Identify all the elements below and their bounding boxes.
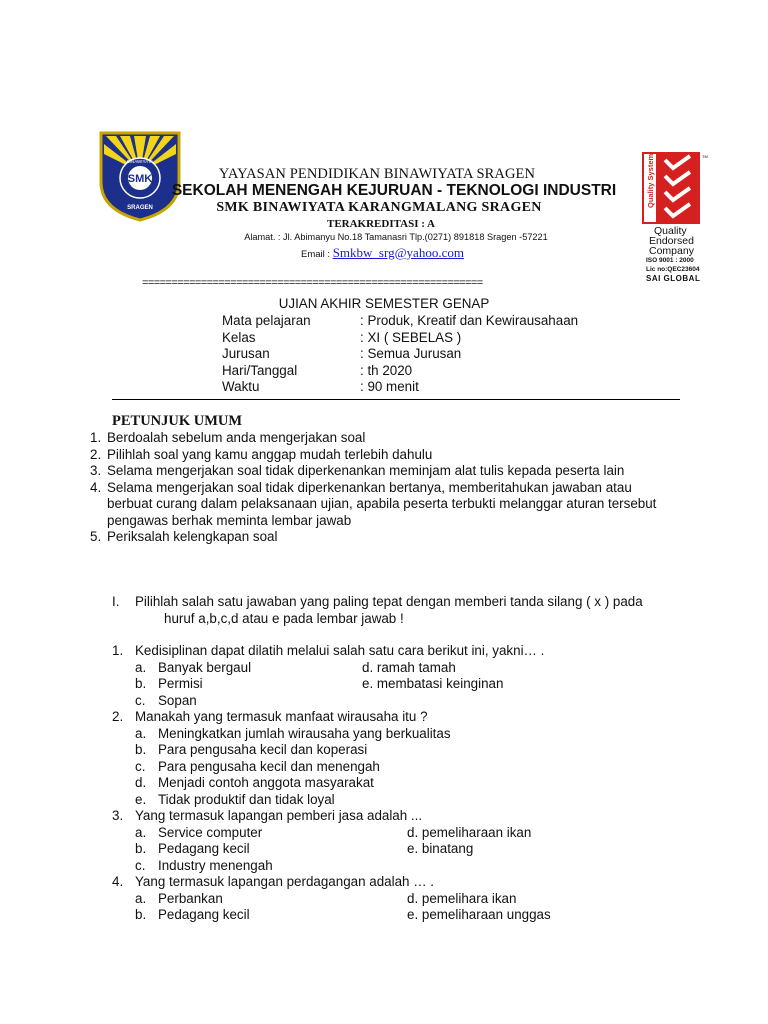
option-text: Para pengusaha kecil dan menengah — [158, 758, 380, 774]
question-number: 2. — [112, 709, 124, 724]
option-letter: e. — [135, 791, 147, 807]
option-right: d. ramah tamah — [362, 659, 456, 675]
instruction-text: pengawas berhak meminta lembar jawab — [107, 512, 352, 528]
svg-text:SMK: SMK — [127, 173, 153, 185]
svg-text:Quality System: Quality System — [646, 153, 655, 208]
info-divider — [112, 399, 680, 400]
quality-line-3: Company — [649, 245, 694, 257]
quality-badge-icon — [640, 150, 710, 226]
instruction-text: Pilihlah soal yang kamu anggap mudah terlebih dahulu — [107, 446, 433, 462]
exam-field-value: : 90 menit — [360, 379, 419, 394]
option-letter: a. — [135, 725, 147, 741]
exam-field-label: Hari/Tanggal — [222, 362, 298, 378]
question-number: 3. — [112, 808, 124, 823]
exam-title: UJIAN AKHIR SEMESTER GENAP — [278, 296, 490, 311]
option-text: Industry menengah — [158, 857, 273, 873]
instruction-number: 1. — [90, 430, 102, 445]
exam-field-value: : Produk, Kreatif dan Kewirausahaan — [360, 313, 579, 328]
svg-text:TM: TM — [702, 154, 708, 159]
instructions-heading: PETUNJUK UMUM — [112, 413, 243, 429]
instruction-number: 4. — [90, 479, 102, 495]
option-text: Pedagang kecil — [158, 841, 250, 856]
email-row — [301, 245, 464, 261]
instruction-number: 3. — [90, 463, 102, 478]
option-right: e. pemeliharaan unggas — [407, 907, 551, 922]
instruction-item — [90, 430, 656, 447]
instruction-item — [90, 480, 656, 530]
section-instruction-line: Pilihlah salah satu jawaban yang paling tepat dengan memberi tanda silang ( x ) pada — [135, 594, 643, 609]
instructions-list — [90, 430, 656, 546]
option-text: Permisi — [158, 676, 203, 691]
option-letter: d. — [135, 775, 147, 790]
quality-org: SAI GLOBAL — [646, 274, 701, 283]
option-letter: b. — [135, 907, 147, 922]
header-separator: ========================================================== — [142, 277, 483, 289]
svg-text:BINAWIYATA: BINAWIYATA — [126, 159, 154, 164]
option-letter: c. — [135, 857, 146, 873]
option-text: Para pengusaha kecil dan koperasi — [158, 742, 368, 757]
section-number: I. — [112, 594, 120, 609]
question-number: 1. — [112, 643, 124, 658]
question-text: Yang termasuk lapangan pemberi jasa adalah ... — [135, 808, 423, 823]
instruction-number: 2. — [90, 446, 102, 462]
option-text: Service computer — [158, 824, 263, 840]
instruction-text: Berdoalah sebelum anda mengerjakan soal — [107, 430, 366, 445]
exam-field-label: Waktu — [222, 379, 260, 394]
option-text: Sopan — [158, 692, 197, 708]
option-text: Tidak produktif dan tidak loyal — [158, 791, 335, 807]
quality-line-1: Quality — [654, 225, 687, 237]
option-letter: a. — [135, 890, 147, 906]
instruction-text: Selama mengerjakan soal tidak diperkenankan bertanya, memberitahukan jawaban atau — [107, 479, 632, 495]
question-number: 4. — [112, 874, 124, 889]
exam-field-label: Jurusan — [222, 346, 270, 361]
exam-field-value: : XI ( SEBELAS ) — [360, 329, 462, 345]
question-text: Kedisiplinan dapat dilatih melalui salah satu cara berikut ini, yakni… . — [135, 643, 545, 658]
svg-text:SRAGEN: SRAGEN — [127, 205, 153, 211]
quality-line-2: Endorsed — [649, 235, 694, 247]
option-letter: a. — [135, 824, 147, 840]
school-logo — [98, 130, 182, 222]
school-type: SEKOLAH MENENGAH KEJURUAN - TEKNOLOGI INDUSTRI — [171, 182, 617, 199]
quality-license: Lic no:QEC23604 — [646, 266, 700, 273]
question-text: Manakah yang termasuk manfaat wirausaha itu ? — [135, 709, 428, 724]
school-name: SMK BINAWIYATA KARANGMALANG SRAGEN — [216, 200, 542, 215]
option-text: Banyak bergaul — [158, 659, 252, 675]
exam-field-label: Mata pelajaran — [222, 313, 311, 328]
option-letter: c. — [135, 692, 146, 708]
option-text: Pedagang kecil — [158, 907, 250, 922]
instruction-text: Selama mengerjakan soal tidak diperkenankan meminjam alat tulis kepada peserta lain — [107, 463, 625, 478]
option-text: Menjadi contoh anggota masyarakat — [158, 775, 374, 790]
quality-iso: ISO 9001 : 2000 — [646, 257, 694, 264]
section-instruction-line: huruf a,b,c,d atau e pada lembar jawab ! — [164, 611, 404, 626]
school-logo-icon — [98, 130, 182, 222]
quality-logo — [640, 150, 710, 290]
email-label: Email : — [301, 249, 333, 260]
question-text: Yang termasuk lapangan perdagangan adalah … . — [135, 874, 435, 889]
instruction-text: Periksalah kelengkapan soal — [107, 529, 278, 544]
option-right: d. pemelihara ikan — [407, 890, 517, 906]
option-letter: b. — [135, 676, 147, 691]
foundation-name: YAYASAN PENDIDIKAN BINAWIYATA SRAGEN — [218, 166, 536, 182]
option-letter: c. — [135, 758, 146, 774]
exam-field-value: : th 2020 — [360, 362, 413, 378]
option-right: e. binatang — [407, 841, 474, 856]
option-right: d. pemeliharaan ikan — [407, 824, 532, 840]
instruction-number: 5. — [90, 529, 102, 544]
instruction-item — [90, 529, 656, 546]
accreditation: TERAKREDITASI : A — [327, 218, 435, 230]
instruction-item — [90, 447, 656, 464]
option-letter: a. — [135, 659, 147, 675]
email-link[interactable]: Smkbw_srg@yahoo.com — [332, 245, 464, 260]
option-letter: b. — [135, 841, 147, 856]
exam-field-label: Kelas — [222, 329, 256, 345]
option-text: Perbankan — [158, 890, 223, 906]
instruction-text: berbuat curang dalam pelaksanaan ujian, apabila peserta terbukti melanggar aturan tersebut — [107, 496, 657, 511]
option-text: Meningkatkan jumlah wirausaha yang berkualitas — [158, 725, 451, 741]
exam-field-value: : Semua Jurusan — [360, 346, 462, 361]
instruction-item — [90, 463, 656, 480]
option-letter: b. — [135, 742, 147, 757]
option-right: e. membatasi keinginan — [362, 676, 504, 691]
school-address: Alamat. : Jl. Abimanyu No.18 Tamanasri Tlp.(0271) 891818 Sragen -57221 — [244, 232, 548, 242]
